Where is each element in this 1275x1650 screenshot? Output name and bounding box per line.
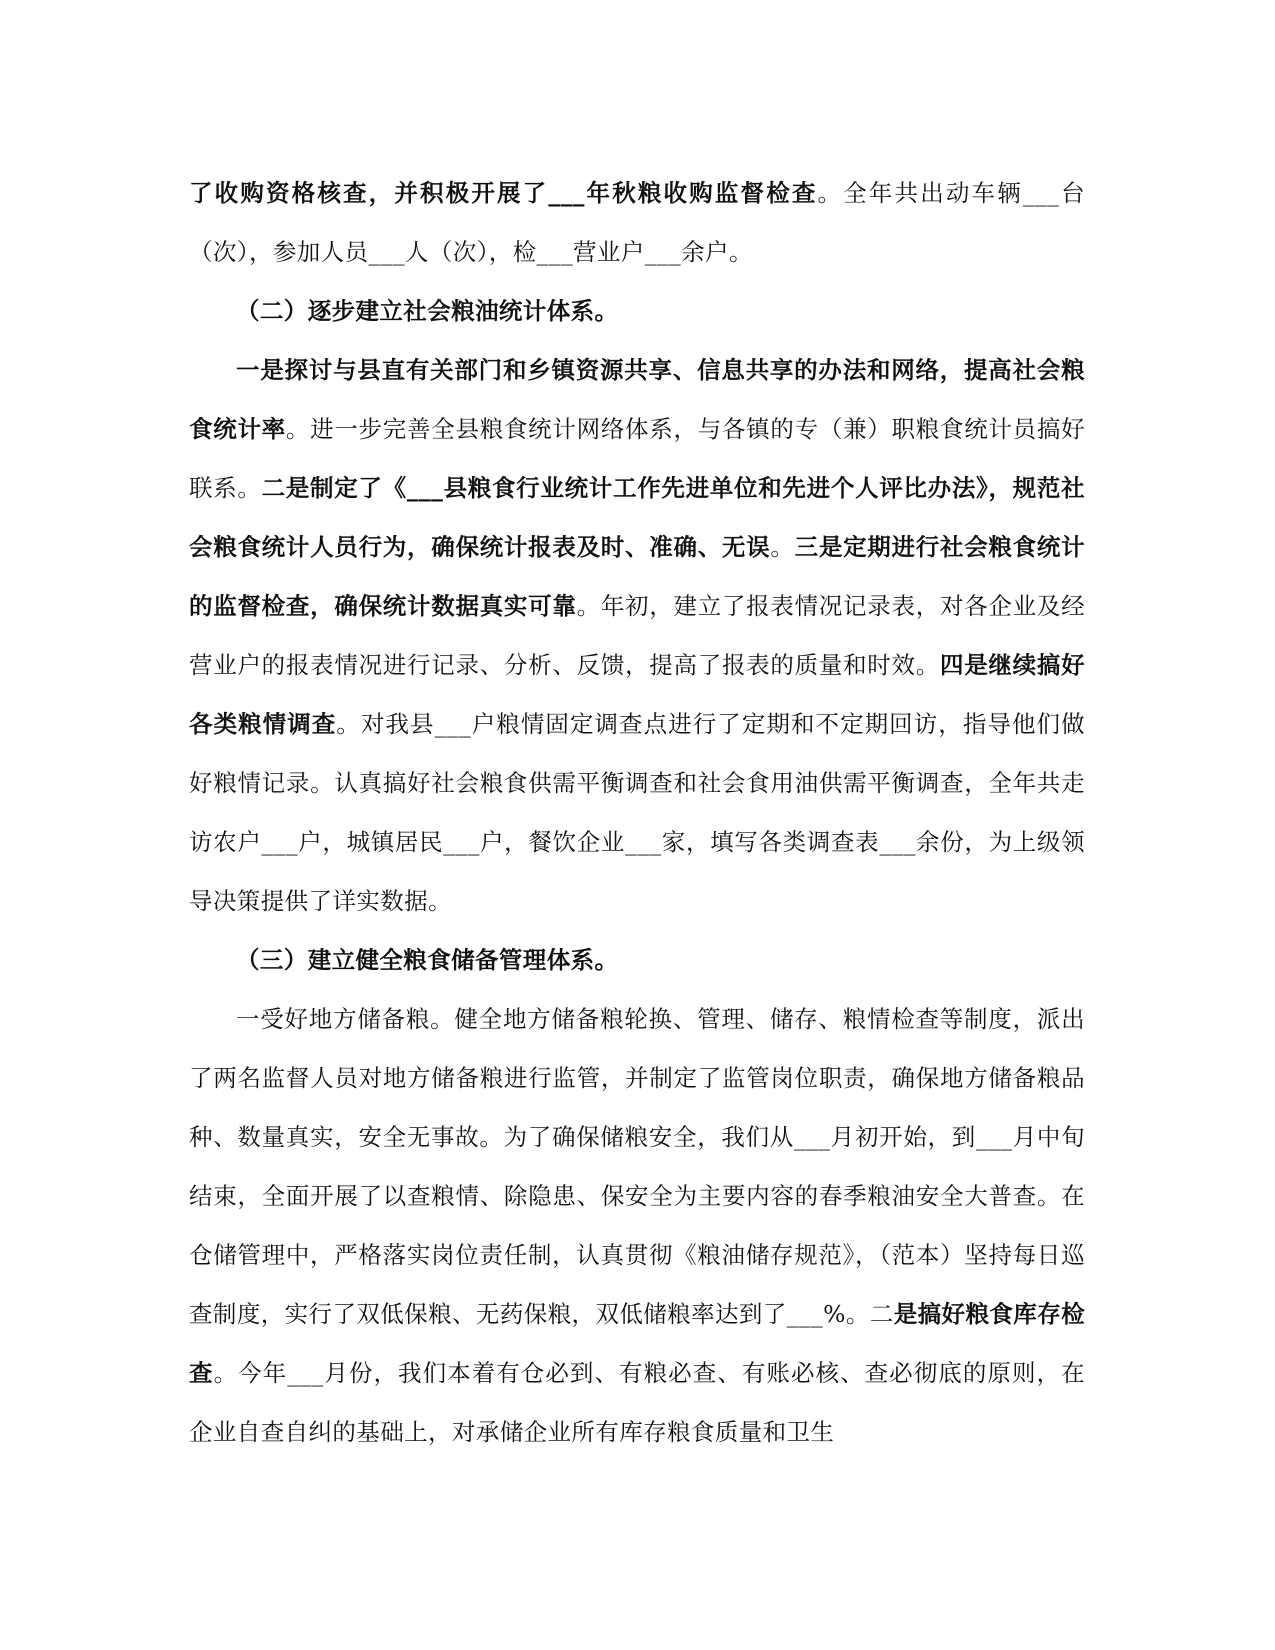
bold-run: 三是定期进行社会粮食统计的监督检查，确保统计数据真实可靠	[189, 533, 1085, 620]
paragraph-statistics-system	[189, 341, 1085, 931]
text-run: 。	[770, 533, 795, 561]
paragraph-reserve-management	[189, 990, 1085, 1462]
text-run: 。进一步完善全县粮食统计网络体系，与各镇的专（兼）职粮食统计员搞好联系。	[189, 415, 1085, 502]
text-run: 。年初，建立了报表情况记录表，对各企业及经营业户的报表情况进行记录、分析、反馈，提高了报表的质量和时效。	[189, 592, 1085, 679]
bold-run: 一是探讨与县直有关部门和乡镇资源共享、信息共享的办法和网络，提高社会粮食统计率	[189, 356, 1085, 443]
text-run: 。今年___月份，我们本着有仓必到、有粮必查、有账必核、查必彻底的原则，在企业自查自纠的基础上，对承储企业所有库存粮食质量和卫生	[189, 1359, 1085, 1446]
text-run: 。全年共出动车辆___台（次），参加人员___人（次），检___营业户___余户。	[189, 179, 1085, 266]
text-run: 。对我县___户粮情固定调查点进行了定期和不定期回访，指导他们做好粮情记录。认真搞好社会粮食供需平衡调查和社会食用油供需平衡调查，全年共走访农户___户，城镇居民___户，餐饮企业___家，填写各类调查表___余份，为上级领导决策提供了详实数据。	[189, 710, 1085, 915]
section-heading-3: （三）建立健全粮食储备管理体系。	[236, 946, 619, 974]
document-body	[189, 164, 1085, 1462]
paragraph-grain-purchase-inspection	[189, 164, 1085, 282]
bold-run: 二是制定了《___县粮食行业统计工作先进单位和先进个人评比办法》，规范社会粮食统计人员行为，确保统计报表及时、准确、无误	[189, 474, 1085, 561]
bold-run: 四是继续搞好各类粮情调查	[189, 651, 1085, 738]
text-run: 一受好地方储备粮。健全地方储备粮轮换、管理、储存、粮情检查等制度，派出了两名监督人员对地方储备粮进行监管，并制定了监管岗位职责，确保地方储备粮品种、数量真实，安全无事故。为了确保储粮安全，我们从___月初开始，到___月中旬结束，全面开展了以查粮情、除隐患、保安全为主要内容的春季粮油安全大普查。在仓储管理中，严格落实岗位责任制，认真贯彻《粮油储存规范》，（范本）坚持每日巡查制度，实行了双低保粮、无药保粮，双低储粮率达到了___%。二	[189, 1005, 1085, 1328]
section-heading-2: （二）逐步建立社会粮油统计体系。	[236, 297, 619, 325]
bold-run: 是搞好粮食库存检查	[189, 1300, 1085, 1387]
bold-run: 了收购资格核查，并积极开展了___年秋粮收购监督检查	[189, 179, 818, 207]
